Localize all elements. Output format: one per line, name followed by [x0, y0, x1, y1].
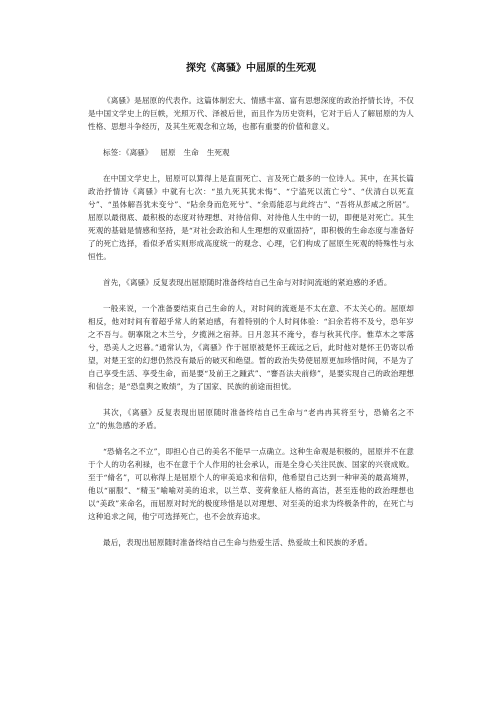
- keyword: 屈原: [160, 148, 176, 157]
- keywords-line: [88, 146, 414, 159]
- abstract-paragraph: 《离骚》是屈原的代表作。这篇体制宏大、情感丰富、富有思想深度的政治抒情长诗，不仅是中国文学史上的巨帙，光照万代、泽被后世，而且作为历史资料，它对于后人了解屈原的为人性格、思想斗争经历，及其生死观念和立场，也都有重要的价值和意义。: [88, 96, 414, 131]
- keyword: 生命: [183, 148, 199, 157]
- body-paragraph: 最后，表现出屈原随时准备终结自己生命与热爱生活、热爱故土和民族的矛盾。: [103, 538, 373, 547]
- body-paragraph: “恐脩名之不立”，即担心自己的美名不能早一点确立。这种生命观是积极的，屈原并不在意于个人的功名利禄，也不在意于个人作用的社会承认，而是全身心关注民族、国家的兴衰成败。至于“脩名”，可以称得上是屈原个人的审美追求和信仰，他希望自己达到一种审美的最高境界，他以“丽服”、“精玉”喻喻对美的追求，以兰草、芰荷象征人格的高洁，甚至连他的政治理想也以“美政”来命名，而屈原对时光的极度珍惜是以对理想、对至美的追求为终极条件的，在死亡与这种追求之间，他宁可选择死亡，也不会放弃追求。: [88, 447, 414, 521]
- document-title: 探究《离骚》中屈原的生死观: [186, 63, 316, 74]
- body-paragraph: 其次，《离骚》反复表现出屈原随时准备终结自己生命与“老冉冉其将至兮，恐脩名之不立”的焦急感的矛盾。: [88, 408, 414, 430]
- body-paragraph: 在中国文学史上，屈原可以算得上是直面死亡、言及死亡最多的一位诗人。其中，在其长篇政治抒情诗《离骚》中就有七次：“虽九死其犹未悔”、“宁溘死以流亡兮”、“伏清白以死直兮”、“虽体解吾犹未变兮”、“阽余身而危死兮”、“余焉能忍与此终古”、“吾将从彭咸之所居”。屈原以最彻底、最积极的态度对待理想、对待信仰、对待他人生中的一切，即便是对死亡。其生死观的基础是情感和坚持，是“对社会政治和人生理想的双重固持”，即积极的生命态度与准备好了的死亡选择，看似矛盾实则形成高度统一的观念、心理，它们构成了屈原生死观的特殊性与永恒性。: [88, 174, 414, 261]
- keywords-label: 标签：: [103, 148, 126, 157]
- body-paragraph: 首先，《离骚》反复表现出屈原随时准备终结自己生命与对时间流逝的紧迫感的矛盾。: [103, 278, 392, 287]
- document-page: [88, 62, 414, 562]
- keyword: 《离骚》: [125, 148, 153, 157]
- keyword: 生死观: [206, 148, 230, 157]
- body-paragraph: 一般来说，一个准备要结束自己生命的人，对时间的流逝是不太在意、不太关心的。屈原却相反，他对时间有着超乎常人的紧迫感，有着特别的个人时间体验：“汩余若将不及兮，恐年岁之不吾与。朝搴阰之木兰兮，夕揽洲之宿莽。日月忽其不淹兮，春与秋其代序。惟草木之零落兮，恐美人之迟暮。”通常认为，《离骚》作于屈原被楚怀王疏远之后，此时他对楚怀王仍寄以希望，对楚王室的幻想仍然没有最后的破灭和绝望。暂的政治失势使屈原更加珍惜时间，不是为了自己享受生活、享受生命，而是要“及前王之踵武”、“謇吾法夫前修”，是要实现自己的政治理想和信念；是“恐皇舆之败绩”，为了国家、民族的前途而担忧。: [88, 304, 414, 391]
